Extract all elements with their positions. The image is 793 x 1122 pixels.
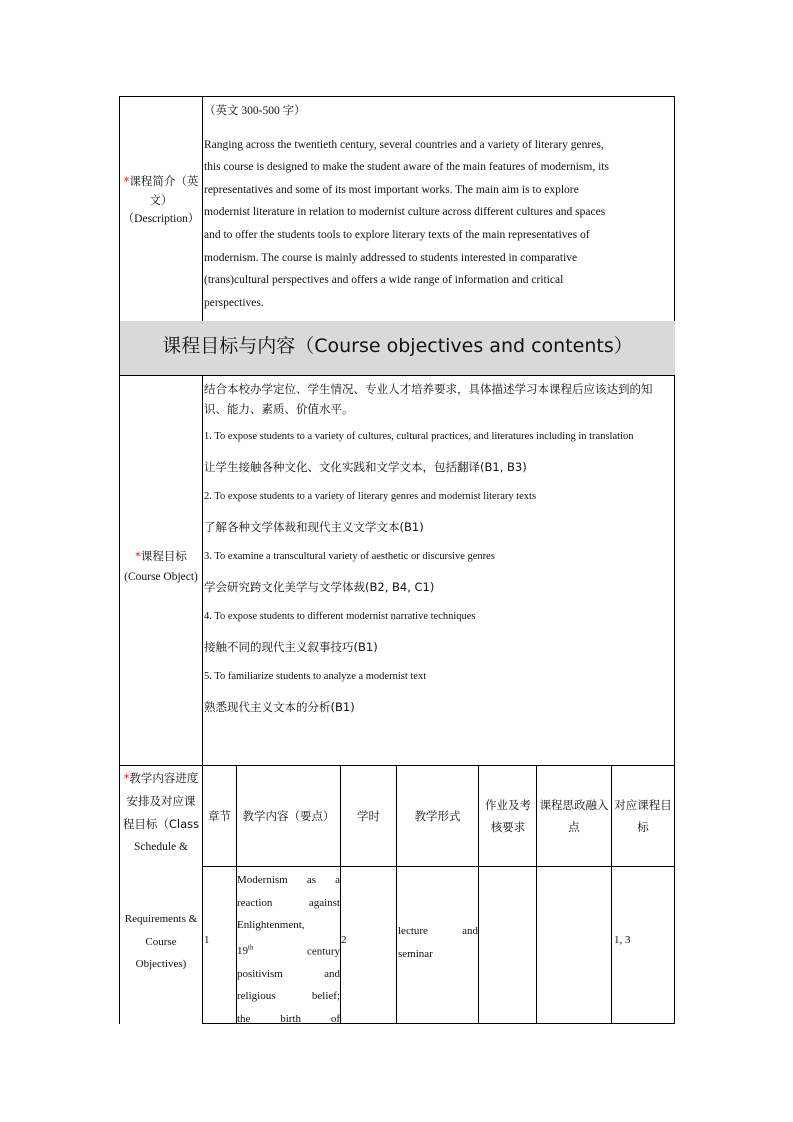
topic-line: reaction against xyxy=(237,896,340,909)
label-column-divider xyxy=(202,96,203,321)
objective-en: 2. To expose students to a variety of literary genres and modernist literary texts xyxy=(204,491,537,502)
header-homework: 作业及考核要求 xyxy=(485,798,531,834)
row-chapter: 1 xyxy=(204,934,210,946)
header-chapter: 章节 xyxy=(208,809,231,823)
topic-line: religious belief; xyxy=(237,990,340,1003)
description-body xyxy=(204,100,674,314)
topic-century-word: century xyxy=(307,945,340,958)
form-line: lecture and xyxy=(398,925,478,937)
schedule-label-line: Requirements & xyxy=(124,913,198,925)
label-column-divider xyxy=(202,375,203,1024)
header-ideology: 课程思政融入点 xyxy=(539,798,609,834)
required-star: * xyxy=(123,174,130,188)
row-form xyxy=(398,920,478,966)
topic-superscript: th xyxy=(248,943,254,952)
description-text-line: Ranging across the twentieth century, several countries and a variety of literary genres, xyxy=(204,138,604,151)
topic-line: Modernism as a xyxy=(237,874,340,886)
schedule-label-continued xyxy=(120,908,202,976)
description-text-line: modernism. The course is mainly addressed to students interested in comparative xyxy=(204,251,578,264)
objectives-body xyxy=(204,379,674,727)
description-text-line: representatives and some of its most important works. The main aim is to explore xyxy=(204,183,579,196)
objectives-intro: 结合本校办学定位、学生情况、专业人才培养要求，具体描述学习本课程后应该达到的知识、能力、素质、价值水平。 xyxy=(204,382,653,416)
table-border-right xyxy=(674,96,675,1024)
description-text-line: perspectives. xyxy=(204,296,264,309)
section-title: 课程目标与内容（Course objectives and contents） xyxy=(162,335,633,357)
topic-line: positivism and xyxy=(237,967,340,980)
objective-zh: 接触不同的现代主义叙事技巧(B1) xyxy=(204,640,378,654)
schedule-label-line: Schedule & xyxy=(134,841,188,853)
topic-century-number: 19 xyxy=(237,945,248,958)
objective-en: 5. To familiarize students to analyze a modernist text xyxy=(204,671,427,682)
header-content: 教学内容（要点） xyxy=(242,809,335,823)
col-divider-form xyxy=(478,765,479,1024)
schedule-label-line: 安排及对应课 xyxy=(126,794,196,808)
row-objectives: 1, 3 xyxy=(614,934,631,946)
schedule-label-line: 程目标（Class xyxy=(122,817,200,831)
description-label-line: （Description） xyxy=(122,213,200,225)
topic-line: the birth of xyxy=(237,1012,340,1025)
objectives-label-line: (Course Object) xyxy=(124,571,198,583)
schedule-label-line: 教学内容进度 xyxy=(129,771,199,785)
required-star: * xyxy=(123,771,130,785)
header-form: 教学形式 xyxy=(414,809,461,823)
description-text-line: modernist literature in relation to modernist culture across different cultures and spaces xyxy=(204,206,606,219)
schedule-label-line: Course xyxy=(145,935,177,948)
description-label-line: 课程简介（英 xyxy=(129,174,199,188)
objective-en: 1. To expose students to a variety of cultures, cultural practices, and literatures including in translation xyxy=(204,431,634,442)
objective-en: 3. To examine a transcultural variety of aesthetic or discursive genres xyxy=(204,551,495,562)
word-count-note: （英文 300-500 字） xyxy=(204,105,306,117)
topic-line xyxy=(237,937,340,963)
header-hours: 学时 xyxy=(357,809,380,823)
topic-line: Enlightenment, xyxy=(237,919,305,931)
row-hours: 2 xyxy=(341,934,347,946)
row-topic xyxy=(237,869,340,1030)
description-label-line: 文） xyxy=(149,193,173,207)
form-line: seminar xyxy=(398,948,433,960)
objectives-label-line: 课程目标 xyxy=(140,549,187,563)
header-objectives: 对应课程目标 xyxy=(614,798,672,834)
schedule-header-divider xyxy=(202,866,675,867)
required-star: * xyxy=(135,549,141,563)
schedule-label xyxy=(120,767,202,859)
objective-zh: 了解各种文学体裁和现代主义文学文本(B1) xyxy=(204,520,424,534)
description-label xyxy=(120,172,202,229)
objective-en: 4. To expose students to different modernist narrative techniques xyxy=(204,611,476,622)
objective-zh: 熟悉现代主义文本的分析(B1) xyxy=(204,700,355,714)
description-text-line: and to offer the students tools to explore literary texts of the main representatives of xyxy=(204,228,590,241)
objective-zh: 让学生接触各种文化、文化实践和文学文本，包括翻译(B1, B3) xyxy=(204,460,527,474)
objectives-label xyxy=(120,546,202,588)
objective-zh: 学会研究跨文化美学与文学体裁(B2, B4, C1) xyxy=(204,580,435,594)
description-text-line: this course is designed to make the student aware of the main features of modernism, its xyxy=(204,161,609,174)
description-text-line: (trans)cultural perspectives and offers a wide range of information and critical xyxy=(204,274,564,287)
schedule-label-line: Objectives) xyxy=(135,958,187,970)
